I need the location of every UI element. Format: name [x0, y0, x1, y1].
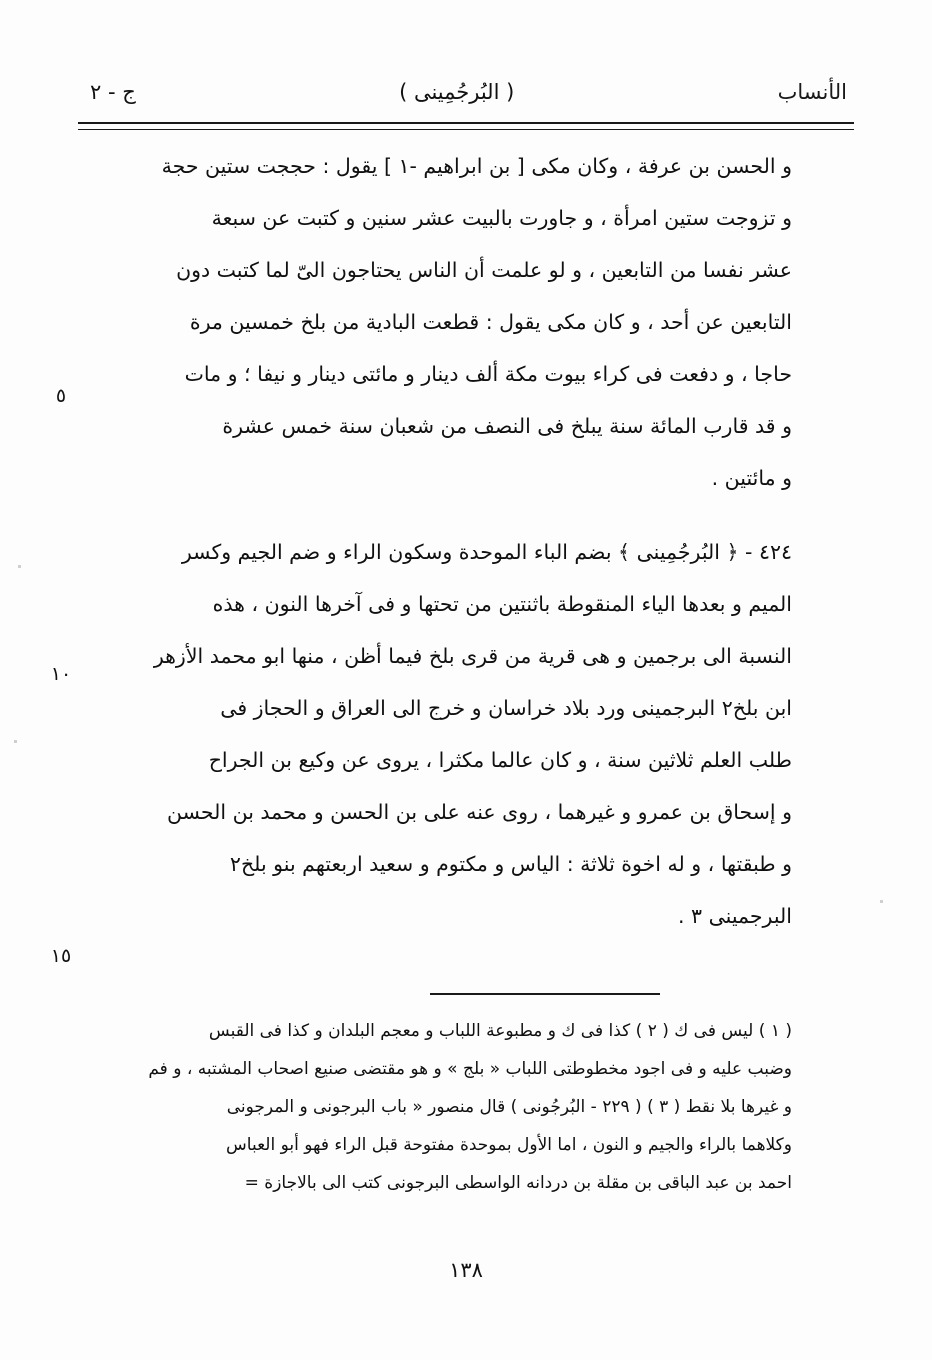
paragraph-entry-424	[92, 526, 792, 942]
line-number-5: ٥	[55, 385, 67, 407]
body-line: البرجمينى ٣ .	[677, 904, 792, 928]
body-line: و قد قارب المائة سنة يبلخ فى النصف من شعبان سنة خمس عشرة	[222, 414, 792, 438]
body-line: عشر نفسا من التابعين ، و لو علمت أن الناس يحتاجون الىّ لما كتبت دون	[176, 258, 792, 282]
body-text	[92, 140, 792, 942]
body-line: و إسحاق بن عمرو و غيرهما ، روى عنه على بن الحسن و محمد بن الحسن	[167, 800, 792, 824]
footnote-line: وكلاهما بالراء والجيم و النون ، اما الأول بموحدة مفتوحة قبل الراء فهو أبو العباس	[226, 1135, 792, 1155]
line-number-15: ١٥	[50, 945, 72, 967]
body-line: حاجا ، و دفعت فى كراء بيوت مكة ألف دينار و مائتى دينار و نيفا ؛ و مات	[184, 362, 792, 386]
footnote-line: احمد بن عبد الباقى بن مقلة بن دردانه الواسطى البرجونى كتب الى بالاجازة =	[244, 1173, 792, 1193]
header-volume: ج - ٢	[90, 80, 136, 104]
page-number: ١٣٨	[449, 1258, 483, 1282]
footnote-line: و غيرها بلا نقط ( ٣ ) ( ٢٢٩ - البُرجُونى ) قال منصور « باب البرجونى و المرجونى	[226, 1097, 792, 1117]
header-entry-title: ( البُرجُمِينى )	[399, 80, 515, 104]
entry-heading-line: ٤٢٤ - ﴿ البُرجُمِينى ﴾ بضم الباء الموحدة وسكون الراء و ضم الجيم وكسر	[181, 540, 792, 564]
body-line: النسبة الى برجمين و هى قرية من قرى بلخ فيما أظن ، منها ابو محمد الأزهر	[153, 644, 792, 668]
scan-speck	[880, 900, 883, 903]
line-number-10: ١٠	[50, 663, 72, 685]
body-line: و مائتين .	[711, 466, 792, 490]
body-line: و تزوجت ستين امرأة ، و جاورت بالبيت عشر سنين و كتبت عن سبعة	[211, 206, 792, 230]
body-line: الميم و بعدها الياء المنقوطة باثنتين من تحتها و فى آخرها النون ، هذه	[212, 592, 792, 616]
body-line: و الحسن بن عرفة ، وكان مكى [ بن ابراهيم -١ ] يقول : حججت ستين حجة	[161, 154, 792, 178]
scan-speck	[14, 740, 17, 743]
header-rule	[78, 122, 854, 130]
body-line: ابن بلخ٢ البرجمينى ورد بلاد خراسان و خرج الى العراق و الحجاز فى	[220, 696, 792, 720]
body-line: طلب العلم ثلاثين سنة ، و كان عالما مكثرا ، يروى عن وكيع بن الجراح	[208, 748, 792, 772]
header-book-title: الأنساب	[777, 80, 847, 104]
paragraph-biography	[92, 140, 792, 504]
footnote-line: ( ١ ) ليس فى ك ( ٢ ) كذا فى ك و مطبوعة اللباب و معجم البلدان و كذا فى القبس	[208, 1021, 792, 1041]
body-line: التابعين عن أحد ، و كان مكى يقول : قطعت البادية من بلخ خمسين مرة	[189, 310, 792, 334]
page-header	[90, 72, 847, 112]
footnote-separator	[430, 993, 660, 995]
body-line: و طبقتها ، و له اخوة ثلاثة : الياس و مكتوم و سعيد اربعتهم بنو بلخ٢	[229, 852, 792, 876]
scan-speck	[18, 565, 21, 568]
footnote-line: وضبب عليه و فى اجود مخطوطتى اللباب « بلج » و هو مقتضى صنيع اصحاب المشتبه ، و فم	[148, 1059, 792, 1079]
footnotes-block	[92, 1012, 792, 1202]
